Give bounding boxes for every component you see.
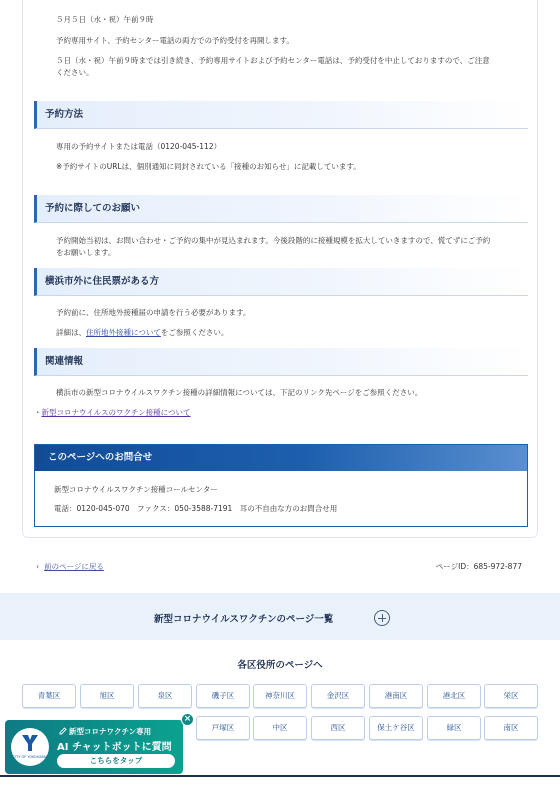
chatbot-line1-text: 新型コロナワクチン専用 xyxy=(69,727,152,736)
heading-related-info xyxy=(34,348,528,376)
outside-line2-prefix: 詳細は、 xyxy=(56,328,86,337)
notice-date: ５月５日（水・祝）午前９時 xyxy=(56,15,154,24)
ward-button-kanagawa[interactable]: 神奈川区 xyxy=(253,684,307,708)
ward-button-hodogaya[interactable]: 保土ケ谷区 xyxy=(369,716,423,740)
related-link-item xyxy=(34,407,191,419)
contact-name: 新型コロナウイルスワクチン接種コールセンター xyxy=(54,485,218,494)
outside-line2 xyxy=(56,327,228,339)
page-id: ページID：685-972-877 xyxy=(435,562,522,571)
logo-text: CITY OF YOKOHAMA xyxy=(12,755,48,759)
notice-line2b: ください。 xyxy=(56,68,94,77)
vaccine-pages-title[interactable]: 新型コロナウイルスワクチンのページ一覧 xyxy=(154,614,334,625)
chatbot-tap-button[interactable]: こちらをタップ xyxy=(57,754,175,768)
ward-button-kanazawa[interactable]: 金沢区 xyxy=(311,684,365,708)
ward-button-izumi[interactable]: 泉区 xyxy=(138,684,192,708)
yokohama-mark-icon xyxy=(20,733,40,753)
outside-line2-suffix: をご参照ください。 xyxy=(160,328,229,337)
chatbot-line1 xyxy=(59,726,151,737)
back-link-label: 前のページに戻る xyxy=(44,562,104,571)
ward-button-totsuka[interactable]: 戸塚区 xyxy=(196,716,250,740)
contact-header xyxy=(35,445,527,471)
heading-reservation-method xyxy=(34,101,528,129)
chatbot-line2: AI チャットボットに質問 xyxy=(57,742,172,753)
ai-chatbot-banner[interactable] xyxy=(5,720,183,774)
heading-text: 関連情報 xyxy=(45,356,84,367)
contact-heading: このページへのお問合せ xyxy=(48,452,153,463)
ward-button-minami[interactable]: 南区 xyxy=(484,716,538,740)
ward-button-sakae[interactable]: 栄区 xyxy=(484,684,538,708)
ward-button-aoba[interactable]: 青葉区 xyxy=(22,684,76,708)
vaccine-info-link[interactable]: 新型コロナウイルスのワクチン接種について xyxy=(41,408,191,417)
request-line1: 予約開始当初は、お問い合わせ・ご予約の集中が見込まれます。今後段階的に接種規模を拡大していきますので、慌てずにご予約 xyxy=(56,236,491,245)
heading-reservation-request xyxy=(34,195,528,223)
heading-text: 予約に際してのお願い xyxy=(45,203,141,214)
plus-circle-icon[interactable] xyxy=(374,610,390,626)
heading-text: 予約方法 xyxy=(45,109,84,120)
contact-detail: 電話：0120-045-070 ファクス：050-3588-7191 耳の不自由な方のお問合せ用 xyxy=(54,504,338,513)
chevron-left-icon: ‹ xyxy=(36,562,39,571)
back-link[interactable] xyxy=(36,561,104,572)
notice-line1: 予約専用サイト、予約センター電話の両方での予約受付を再開します。 xyxy=(56,36,294,45)
yokohama-logo xyxy=(11,728,49,766)
ward-button-konan[interactable]: 港南区 xyxy=(369,684,423,708)
outside-line1: 予約前に、住所地外接種届の申請を行う必要があります。 xyxy=(56,308,251,317)
heading-outside-residents xyxy=(34,268,528,296)
outside-residence-link[interactable]: 住所地外接種について xyxy=(86,328,161,337)
ward-button-isogo[interactable]: 磯子区 xyxy=(196,684,250,708)
contact-box xyxy=(34,444,528,527)
method-line1: 専用の予約サイトまたは電話（0120-045-112） xyxy=(56,142,222,151)
notice-line2a: ５日（水・祝）午前９時までは引き続き、予約専用サイトおよび予約センター電話は、予約受付を中止しておりますので、ご注意 xyxy=(56,56,490,65)
related-line1: 横浜市の新型コロナウイルスワクチン接種の詳細情報については、下記のリンク先ページをご参照ください。 xyxy=(56,388,423,397)
request-line2: をお願いします。 xyxy=(56,248,116,257)
ward-button-naka[interactable]: 中区 xyxy=(253,716,307,740)
close-icon[interactable]: × xyxy=(181,713,194,726)
bullet: ・ xyxy=(34,408,42,417)
wards-title: 各区役所のページへ xyxy=(237,660,323,671)
method-line2: ※予約サイトのURLは、個別通知に同封されている「接種のお知らせ」に記載しています。 xyxy=(56,162,361,171)
ward-button-nishi[interactable]: 西区 xyxy=(311,716,365,740)
ward-button-asahi[interactable]: 旭区 xyxy=(80,684,134,708)
pencil-icon xyxy=(59,727,67,735)
heading-text: 横浜市外に住民票がある方 xyxy=(45,276,160,287)
ward-button-kohoku[interactable]: 港北区 xyxy=(427,684,481,708)
footer-divider xyxy=(0,775,560,777)
ward-button-midori[interactable]: 緑区 xyxy=(427,716,481,740)
